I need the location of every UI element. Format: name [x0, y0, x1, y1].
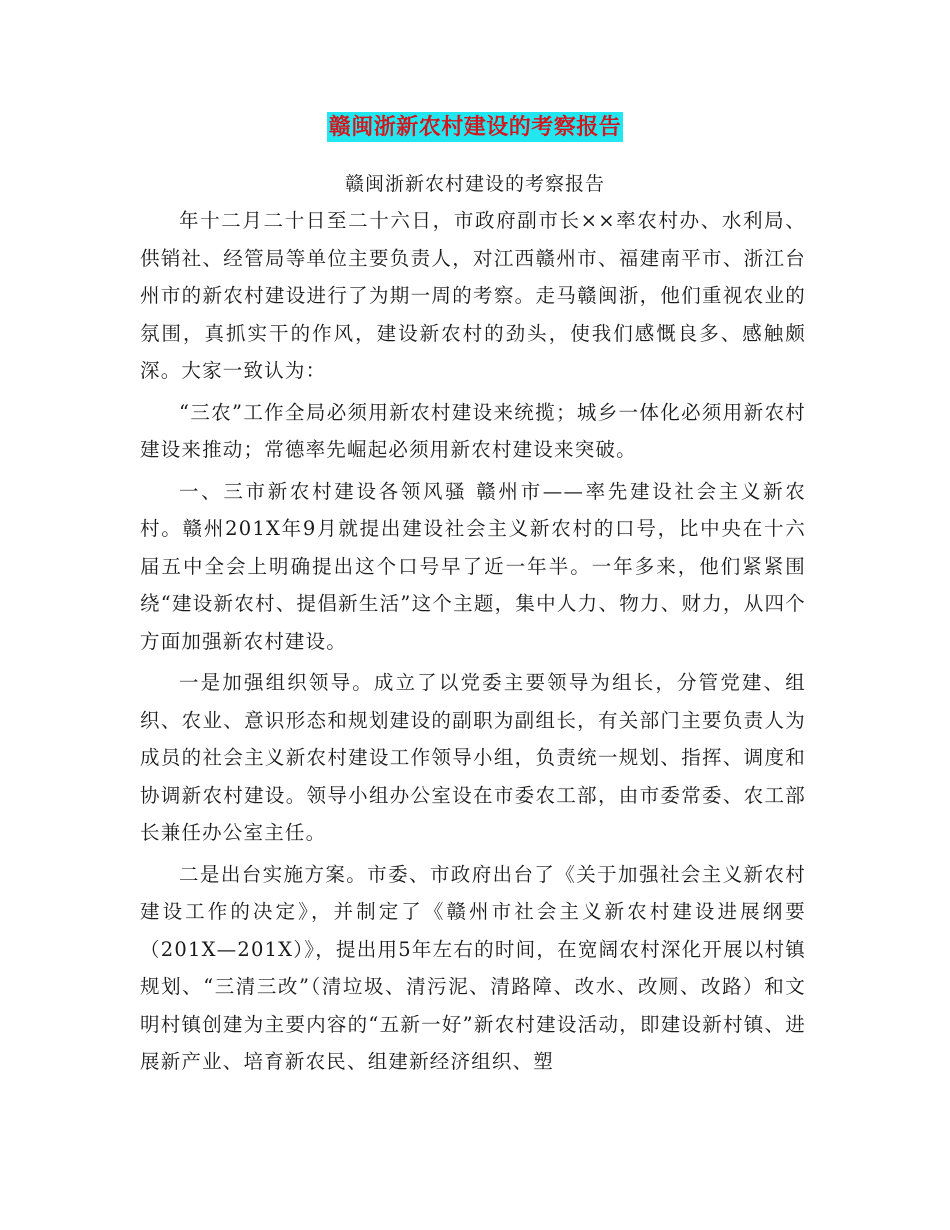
document-body [140, 202, 806, 1085]
document-title: 赣闽浙新农村建设的考察报告 [328, 114, 622, 140]
paragraph-intro: 年十二月二十日至二十六日，市政府副市长××率农村办、水利局、供销社、经管局等单位主要负责人，对江西赣州市、福建南平市、浙江台州市的新农村建设进行了为期一周的考察。走马赣闽浙，他们重视农业的氛围，真抓实干的作风，建设新农村的劲头，使我们感慨良多、感触颇深。大家一致认为： [140, 209, 806, 382]
paragraph-organization: 一是加强组织领导。成立了以党委主要领导为组长，分管党建、组织、农业、意识形态和规划建设的副职为副组长，有关部门主要负责人为成员的社会主义新农村建设工作领导小组，负责统一规划、指挥、调度和协调新农村建设。领导小组办公室设在市委农工部，由市委常委、农工部长兼任办公室主任。 [140, 671, 806, 844]
document-subtitle: 赣闽浙新农村建设的考察报告 [344, 173, 605, 195]
paragraph-section-one: 一、三市新农村建设各领风骚 赣州市——率先建设社会主义新农村。赣州201X年9月就提出建设社会主义新农村的口号，比中央在十六届五中全会上明确提出这个口号早了近一年半。一年多来，他们紧紧围绕“建设新农村、提倡新生活”这个主题，集中人力、物力、财力，从四个方面加强新农村建设。 [140, 479, 806, 653]
paragraph-implementation: 二是出台实施方案。市委、市政府出台了《关于加强社会主义新农村建设工作的决定》，并制定了《赣州市社会主义新农村建设进展纲要（201X—201X）》，提出用5年左右的时间，在宽阔农村深化开展以村镇规划、“三清三改”（清垃圾、清污泥、清路障、改水、改厕、改路）和文明村镇创建为主要内容的“五新一好”新农村建设活动，即建设新村镇、进展新产业、培育新农民、组建新经济组织、塑 [140, 862, 806, 1073]
title-container [0, 112, 950, 142]
paragraph-consensus: “三农”工作全局必须用新农村建设来统揽；城乡一体化必须用新农村建设来推动；常德率先崛起必须用新农村建设来突破。 [140, 400, 806, 461]
